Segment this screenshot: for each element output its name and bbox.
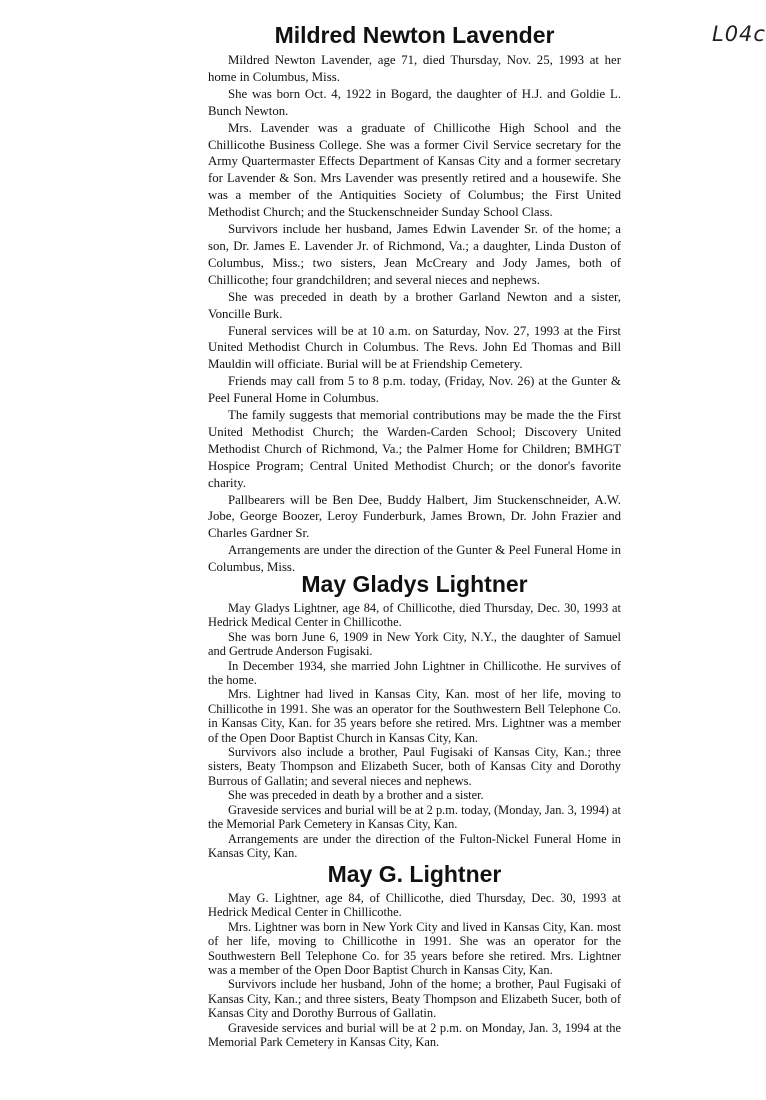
obituary-paragraph: Mildred Newton Lavender, age 71, died Thursday, Nov. 25, 1993 at her home in Columbus, Miss. — [208, 53, 621, 84]
obituary-paragraph: May Gladys Lightner, age 84, of Chillicothe, died Thursday, Dec. 30, 1993 at Hedrick Medical Center in Chillicothe. — [208, 601, 621, 630]
obituary-paragraph: Arrangements are under the direction of the Fulton-Nickel Funeral Home in Kansas City, Kan. — [208, 831, 621, 860]
obituary-paragraph: Survivors also include a brother, Paul Fugisaki of Kansas City, Kan.; three sisters, Beaty Thompson and Elizabeth Sucer, both of Kansas City and Dorothy Burrous of Gallatin; and several nieces and nephews. — [208, 745, 621, 788]
obituary-paragraph: Survivors include her husband, James Edwin Lavender Sr. of the home; a son, Dr. James E. Lavender Jr. of Richmond, Va.; a daughter, Linda Duston of Columbus, Miss.; two sisters, Jean McCreary and Jody James, both of Chillicothe; four grandchildren; and several nieces and nephews. — [208, 222, 621, 287]
obituary-paragraph: Graveside services and burial will be at 2 p.m. on Monday, Jan. 3, 1994 at the Memorial Park Cemetery in Kansas City, Kan. — [208, 1020, 621, 1050]
obituary-paragraph: Mrs. Lightner was born in New York City and lived in Kansas City, Kan. most of her life, moving to Chillicothe in 1991. She was an operator for the Southwestern Bell Telephone Co. for 35 years before she retired. Mrs. Lightner was a member of the Open Door Baptist Church in Kansas City, Kan. — [208, 919, 621, 978]
obituary-paragraph: She was preceded in death by a brother and a sister. — [228, 788, 484, 803]
obituary-title: May G. Lightner — [327, 861, 502, 887]
obituary-may-gladys-lightner — [208, 569, 621, 860]
page-code-annotation: L04c — [712, 22, 766, 46]
obituary-paragraph: Arrangements are under the direction of the Gunter & Peel Funeral Home in Columbus, Miss. — [208, 543, 621, 575]
obituary-paragraph: May G. Lightner, age 84, of Chillicothe, died Thursday, Dec. 30, 1993 at Hedrick Medical Center in Chillicothe. — [208, 891, 621, 920]
obituary-paragraph: Mrs. Lightner had lived in Kansas City, Kan. most of her life, moving to Chillicothe in 1991. She was an operator for the Southwestern Bell Telephone Co. in Kansas City, Kan. for 35 years before she retired. Mrs. Lightner was a member of the Open Door Baptist Church in Kansas City, Kan. — [208, 687, 621, 745]
obituary-paragraph: Friends may call from 5 to 8 p.m. today, (Friday, Nov. 26) at the Gunter & Peel Funeral Home in Columbus. — [208, 374, 621, 406]
obituary-title: May Gladys Lightner — [301, 571, 528, 597]
obituary-paragraph: She was preceded in death by a brother Garland Newton and a sister, Voncille Burk. — [208, 289, 621, 321]
obituary-paragraph: Funeral services will be at 10 a.m. on Saturday, Nov. 27, 1993 at the First United Methodist Church in Columbus. The Revs. John Ed Thomas and Bill Mauldin will officiate. Burial will be at Friendship Cemetery. — [208, 323, 621, 372]
obituary-mildred-newton-lavender — [208, 20, 621, 576]
obituary-paragraph: She was born June 6, 1909 in New York City, N.Y., the daughter of Samuel and Gertrude Anderson Fugisaki. — [208, 629, 621, 659]
obituary-may-g-lightner — [208, 859, 621, 1049]
obituary-paragraph: The family suggests that memorial contributions may be made the the First United Methodist Church; the Warden-Carden School; Discovery United Methodist Church of Richmond, Va.; the Palmer Home for Children; BMHGT Hospice Program; Central United Methodist Church; or the donor's favorite charity. — [208, 408, 621, 490]
obituary-title: Mildred Newton Lavender — [274, 22, 555, 48]
obituary-paragraph: She was born Oct. 4, 1922 in Bogard, the daughter of H.J. and Goldie L. Bunch Newton. — [208, 86, 621, 118]
obituary-paragraph: In December 1934, she married John Lightner in Chillicothe. He survives of the home. — [208, 658, 621, 688]
obituary-paragraph: Survivors include her husband, John of the home; a brother, Paul Fugisaki of Kansas City, Kan.; and three sisters, Beaty Thompson and Elizabeth Sucer, both of Kansas City and Dorothy Burrous of Gallatin. — [208, 977, 621, 1021]
obituary-paragraph: Pallbearers will be Ben Dee, Buddy Halbert, Jim Stuckenschneider, A.W. Jobe, George Boozer, Leroy Funderburk, James Brown, Dr. John Frazier and Charles Gardner Sr. — [208, 492, 621, 541]
obituary-paragraph: Graveside services and burial will be at 2 p.m. today, (Monday, Jan. 3, 1994) at the Memorial Park Cemetery in Kansas City, Kan. — [208, 802, 621, 832]
obituary-paragraph: Mrs. Lavender was a graduate of Chillicothe High School and the Chillicothe Business College. She was a former Civil Service secretary for the Army Quartermaster Effects Department of Kansas City and a former secretary for Lavender & Son. Mrs Lavender was presently retired and a housewife. She was a member of the Antiquities Society of Columbus; the First United Methodist Church; and the Stuckenschneider Sunday School Class. — [208, 120, 621, 220]
